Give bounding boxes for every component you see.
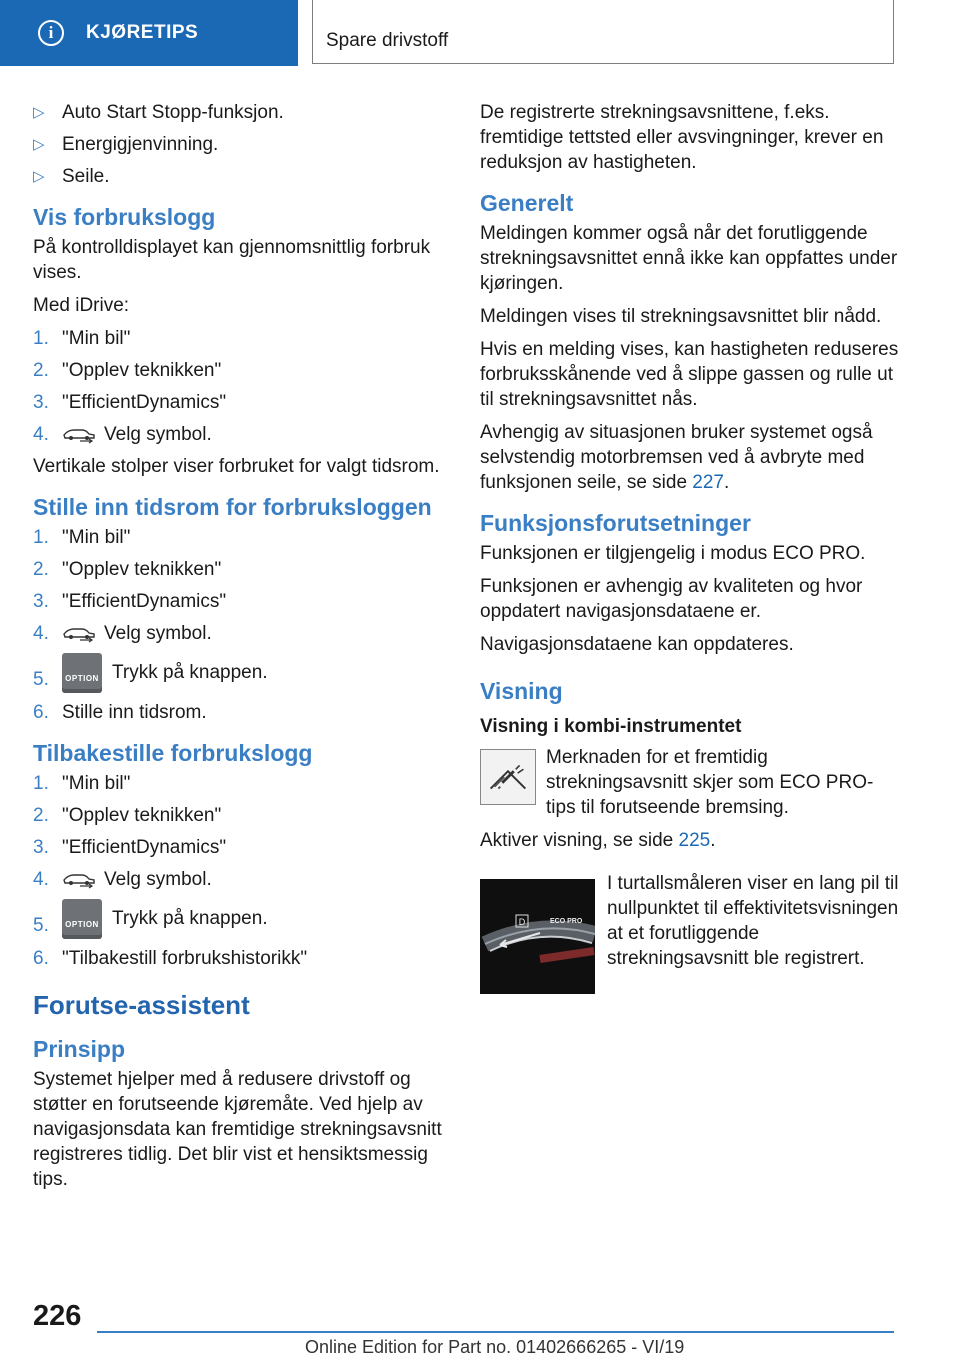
option-button-icon: OPTION xyxy=(62,653,102,693)
paragraph: Funksjonen er tilgjengelig i modus ECO PRO. xyxy=(480,543,866,564)
paragraph: De registrerte strekningsavsnittene, f.eks. fremtidige tettsted eller avsvingninger, krever en reduksjon av hastigheten. xyxy=(480,102,884,173)
section-tab xyxy=(0,0,298,66)
page-link-225[interactable]: 225 xyxy=(678,830,711,851)
paragraph: På kontrolldisplayet kan gjennomsnittlig forbruk vises. xyxy=(33,237,431,283)
car-road-icon xyxy=(62,625,96,643)
page-link-227[interactable]: 227 xyxy=(692,472,724,493)
option-button-icon: OPTION xyxy=(62,899,102,939)
svg-text:ECO PRO: ECO PRO xyxy=(550,918,583,925)
list-item: 6. "Tilbakestill forbrukshistorikk" xyxy=(33,948,308,969)
edition-note: Online Edition for Part no. 01402666265 - VI/19 xyxy=(305,1337,685,1357)
list-item: 2. "Opplev teknikken" xyxy=(33,805,222,826)
figure-row xyxy=(480,745,900,820)
steps-stille xyxy=(33,525,445,725)
list-item: 1. "Min bil" xyxy=(33,328,131,349)
figure-row xyxy=(480,871,900,994)
list-item: 1. "Min bil" xyxy=(33,773,131,794)
figure-caption: I turtallsmåleren viser en lang pil til nullpunktet til effektivitetsvisningen at et forutliggende strekningsavsnitt ble registrert. xyxy=(607,873,899,969)
chapter-title: Spare drivstoff xyxy=(326,30,449,51)
list-item: 3. "EfficientDynamics" xyxy=(33,392,227,413)
chapter-title-box xyxy=(312,0,894,64)
list-item: 6. Stille inn tidsrom. xyxy=(33,702,207,723)
list-item: 3. "EfficientDynamics" xyxy=(33,591,227,612)
paragraph: Aktiver visning, se side 225. xyxy=(480,830,716,851)
steps-vis xyxy=(33,326,445,447)
section-tab-label: KJØRETIPS xyxy=(86,22,199,43)
car-road-icon xyxy=(62,871,96,889)
heading-generelt: Generelt xyxy=(480,190,574,216)
svg-text:D: D xyxy=(518,917,526,927)
paragraph: Avhengig av situasjonen bruker systemet også selvstendig motorbremsen ved å avbryte med funksjonen seile, se side 227. xyxy=(480,422,873,493)
list-item: ▷ Energigjenvinning. xyxy=(33,134,219,155)
list-item: ▷ Seile. xyxy=(33,166,110,187)
heading-prinsipp: Prinsipp xyxy=(33,1036,126,1062)
left-column xyxy=(33,100,445,1200)
list-item: 3. "EfficientDynamics" xyxy=(33,837,227,858)
list-item: 4. Velg symbol. xyxy=(33,623,212,644)
list-item: ▷ Auto Start Stopp-funksjon. xyxy=(33,102,284,123)
heading-forutse-assistent: Forutse-assistent xyxy=(33,990,250,1020)
triangle-bullet-icon: ▷ xyxy=(33,136,45,153)
paragraph: Systemet hjelper med å redusere drivstoff og støtter en forutseende kjøremåte. Ved hjelp av navigasjonsdata kan fremtidige strekningsavsnitt registreres tidlig. Det blir vist et hensiktsmessig tips. xyxy=(33,1069,442,1190)
car-road-icon xyxy=(62,426,96,444)
heading-vis-forbrukslogg: Vis forbrukslogg xyxy=(33,204,216,230)
list-item: 5. OPTION Trykk på knappen. xyxy=(33,899,445,939)
footer-divider xyxy=(97,1331,894,1333)
heading-visning: Visning xyxy=(480,678,563,704)
heading-stille-inn-tidsrom: Stille inn tidsrom for forbruksloggen xyxy=(33,494,432,520)
list-item: 5. OPTION Trykk på knappen. xyxy=(33,653,445,693)
intro-bullet-list xyxy=(33,100,445,189)
paragraph: Vertikale stolper viser forbruket for valgt tidsrom. xyxy=(33,456,440,477)
triangle-bullet-icon: ▷ xyxy=(33,168,45,185)
triangle-bullet-icon: ▷ xyxy=(33,104,45,121)
brake-warning-icon xyxy=(480,749,536,805)
steps-tilbakestille xyxy=(33,771,445,971)
tachometer-eco-pro-image xyxy=(480,879,595,994)
page-header xyxy=(0,0,960,66)
list-item: 4. Velg symbol. xyxy=(33,424,212,445)
paragraph: Meldingen vises til strekningsavsnittet blir nådd. xyxy=(480,306,882,327)
heading-funksjonsforutsetninger: Funksjonsforutsetninger xyxy=(480,510,751,536)
list-item: 4. Velg symbol. xyxy=(33,869,212,890)
figure-caption: Merknaden for et fremtidig strekningsavsnitt skjer som ECO PRO-tips til forutseende bremsing. xyxy=(546,747,874,818)
heading-visning-kombi: Visning i kombi-instrumentet xyxy=(480,716,742,737)
info-icon: i xyxy=(38,20,64,46)
list-item: 1. "Min bil" xyxy=(33,527,131,548)
paragraph: Hvis en melding vises, kan hastigheten reduseres forbruksskånende ved å slippe gassen og rulle ut til strekningsavsnittet nås. xyxy=(480,339,899,410)
list-item: 2. "Opplev teknikken" xyxy=(33,360,222,381)
heading-tilbakestille: Tilbakestille forbrukslogg xyxy=(33,740,313,766)
right-column xyxy=(480,100,900,1002)
list-item: 2. "Opplev teknikken" xyxy=(33,559,222,580)
paragraph: Meldingen kommer også når det forutliggende strekningsavsnittet ennå ikke kan oppfattes under kjøringen. xyxy=(480,223,898,294)
paragraph: Funksjonen er avhengig av kvaliteten og hvor oppdatert navigasjonsdataene er. xyxy=(480,576,863,622)
page-number: 226 xyxy=(33,1300,82,1332)
paragraph: Med iDrive: xyxy=(33,295,130,316)
paragraph: Navigasjonsdataene kan oppdateres. xyxy=(480,634,794,655)
